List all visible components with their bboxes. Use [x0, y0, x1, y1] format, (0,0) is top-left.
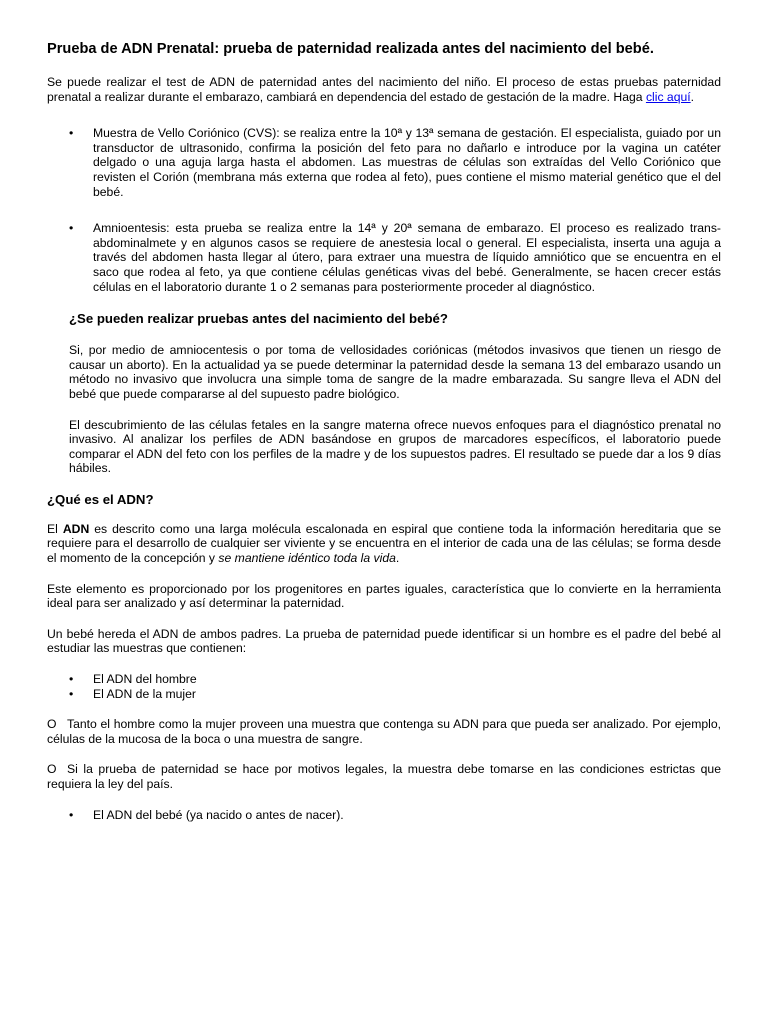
adn-term: ADN	[62, 521, 90, 536]
section-heading-adn: ¿Qué es el ADN?	[47, 491, 154, 507]
adn-paragraph-2: Este elemento es proporcionado por los progenitores en partes iguales, característica que lo convierte en la herramienta ideal para ser analizado y así determinar la paternidad.	[47, 581, 721, 611]
adn-p1-end: .	[395, 551, 400, 566]
o-marker: O	[47, 762, 57, 777]
section-heading-prenatal: ¿Se pueden realizar pruebas antes del nacimiento del bebé?	[69, 311, 448, 327]
list-item-man	[47, 672, 721, 687]
list-item-cvs	[47, 126, 721, 199]
adn-paragraph-1	[47, 522, 721, 566]
prenatal-section	[69, 311, 721, 476]
list-item-baby-text: El ADN del bebé (ya nacido o antes de nacer).	[93, 807, 344, 822]
o-marker: O	[47, 717, 57, 732]
bullet-icon: •	[69, 126, 74, 141]
o-paragraph-1-text: Tanto el hombre como la mujer proveen una muestra que contenga su ADN para que pueda ser analizado. Por ejemplo, células de la mucosa de la boca o una muestra de sangre.	[47, 717, 721, 746]
o-paragraph-1	[47, 717, 721, 746]
prenatal-paragraph-1: Si, por medio de amniocentesis o por toma de vellosidades coriónicas (métodos invasivos que tienen un riesgo de causar un aborto). En la actualidad ya se puede determinar la paternidad desde la semana 13 del embarazo usando un método no invasivo que involucra una simple toma de sangre de la madre embarazada. Su sangre lleva el ADN del bebé que puede compararse al del supuesto padre biológico.	[69, 343, 721, 401]
intro-paragraph	[47, 75, 721, 104]
list-item-woman	[47, 687, 721, 702]
list-item-amniocentesis	[47, 221, 721, 294]
list-item-man-text: El ADN del hombre	[93, 672, 197, 687]
list-item-baby	[47, 808, 721, 823]
parents-list	[47, 672, 721, 701]
bullet-icon: •	[69, 672, 74, 687]
prenatal-paragraph-2: El descubrimiento de las células fetales en la sangre materna ofrece nuevos enfoques para el diagnóstico prenatal no invasivo. Al analizar los perfiles de ADN basándose en grupos de marcadores específicos, el laboratorio puede comparar el ADN del feto con los perfiles de la madre y de los supuestos padres. El resultado se puede dar a los 9 días hábiles.	[69, 417, 721, 476]
adn-p1-pre: El	[47, 521, 63, 536]
document-title: Prueba de ADN Prenatal: prueba de paternidad realizada antes del nacimiento del bebé.	[47, 41, 654, 57]
adn-p1-mid: es descrito como una larga molécula escalonada en espiral que contiene toda la información hereditaria que se requiere para el desarrollo de cualquier ser viviente y se encuentra en el interior de cada una de las células; se forma desde el momento de la concepción y	[47, 521, 721, 566]
list-item-woman-text: El ADN de la mujer	[93, 686, 196, 701]
intro-text: Se puede realizar el test de ADN de paternidad antes del nacimiento del niño. El proceso de estas pruebas paternidad prenatal a realizar durante el embarazo, cambiará en dependencia del estado de gestación de la madre. Haga	[47, 75, 721, 104]
cvs-text: Muestra de Vello Coriónico (CVS): se realiza entre la 10ª y 13ª semana de gestación. El especialista, guiado por un transductor de ultrasonido, confirma la posición del feto para no dañarlo e introduce por la vagina un catéter delgado o una aguja larga hasta el abdomen. Las muestras de células son extraídas del Vello Coriónico que revisten el Corión (membrana más externa que rodea al feto), pues contiene el mismo material genético que el del bebé.	[93, 126, 721, 199]
click-here-link[interactable]: clic aquí	[645, 89, 691, 104]
intro-end: .	[690, 89, 695, 104]
o-paragraph-2	[47, 762, 721, 791]
adn-p1-italic: se mantiene idéntico toda la vida	[218, 551, 396, 566]
bullet-icon: •	[69, 807, 74, 822]
baby-list	[47, 808, 721, 823]
amniocentesis-text: Amnioentesis: esta prueba se realiza entre la 14ª y 20ª semana de embarazo. El proceso es realizado trans-abdominalmete y en algunos casos se requiere de anestesia local o general. El especialista, inserta una aguja a través del abdomen hasta llegar al útero, para extraer una muestra de líquido amniótico que se encuentra en el saco que rodea al feto, ya que contiene células genéticas vivas del bebé. Generalmente, se hacen crecer estás células en el laboratorio durante 1 o 2 semanas para posteriormente proceder al diagnóstico.	[93, 221, 721, 294]
methods-list	[47, 126, 721, 294]
bullet-icon: •	[69, 686, 74, 701]
o-paragraph-2-text: Si la prueba de paternidad se hace por motivos legales, la muestra debe tomarse en las condiciones estrictas que requiera la ley del país.	[47, 762, 721, 791]
adn-paragraph-3: Un bebé hereda el ADN de ambos padres. La prueba de paternidad puede identificar si un hombre es el padre del bebé al estudiar las muestras que contienen:	[47, 626, 721, 656]
bullet-icon: •	[69, 221, 74, 236]
